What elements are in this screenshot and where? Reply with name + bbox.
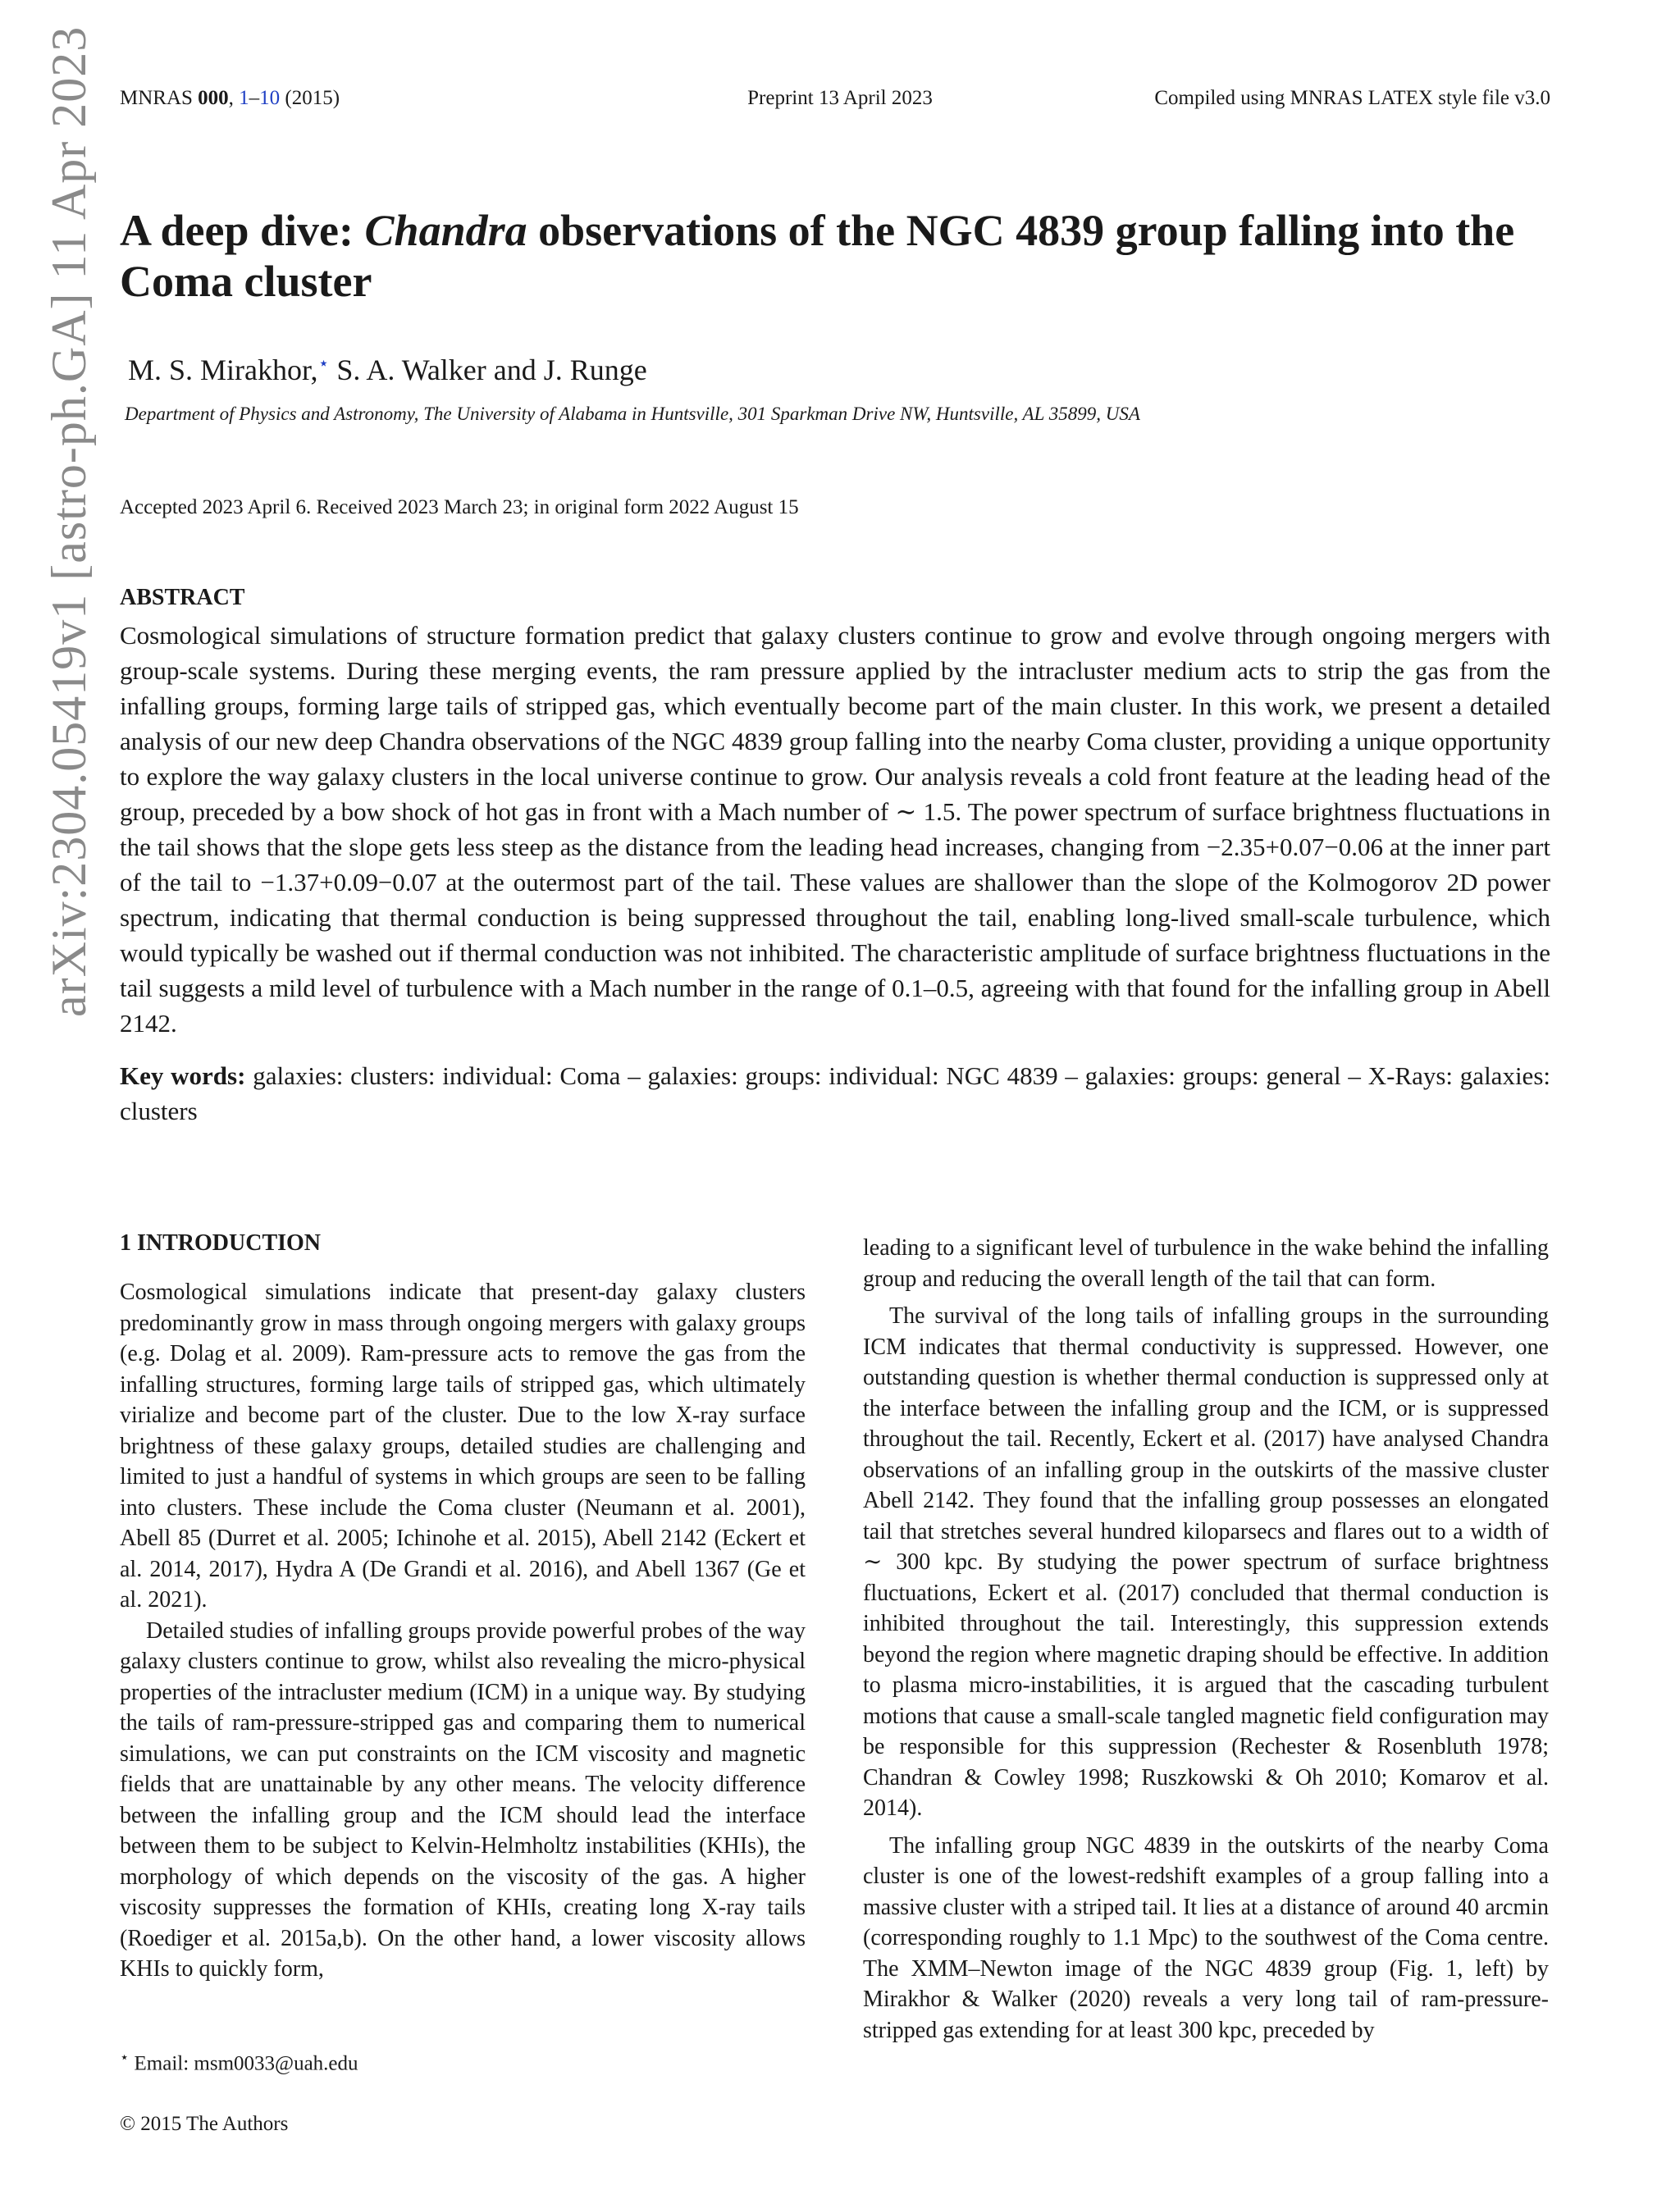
section-heading-introduction: 1 INTRODUCTION (120, 1230, 322, 1256)
running-header-preprint: Preprint 13 April 2023 (747, 87, 933, 109)
arxiv-stamp: arXiv:2304.05419v1 [astro-ph.GA] 11 Apr 2023 (42, 25, 96, 1017)
intro-paragraph-4: The infalling group NGC 4839 in the outskirts of the nearby Coma cluster is one of the lowest-redshift examples of a group falling into a massive cluster with a striped tail. It lies at a distance of around 40 arcmin (corresponding roughly to 1.1 Mpc) to the southwest of the Coma centre. The XMM–Newton image of the NGC 4839 group (Fig. 1, left) by Mirakhor & Walker (2020) reveals a very long tail of ram-pressure-stripped gas extending for at least 300 kpc, preceded by (863, 1832, 1549, 2043)
abstract-text: Cosmological simulations of structure formation predict that galaxy clusters continue to grow and evolve through ongoing mergers with group-scale systems. During these merging events, the ram pressure applied by the intracluster medium acts to strip the gas from the infalling groups, forming large tails of stripped gas, which eventually become part of the main cluster. In this work, we present a detailed analysis of our new deep Chandra observations of the NGC 4839 group falling into the nearby Coma cluster, providing a unique opportunity to explore the way galaxy clusters in the local universe continue to grow. Our analysis reveals a cold front feature at the leading head of the group, preceded by a bow shock of hot gas in front with a Mach number of ∼ 1.5. The power spectrum of surface brightness fluctuations in the tail shows that the slope gets less steep as the distance from the leading head increases, changing from −2.35+0.07−0.06 at the inner part of the tail to −1.37+0.09−0.07 at the outermost part of the tail. These values are shallower than the slope of the Kolmogorov 2D power spectrum, indicating that thermal conduction is being suppressed throughout the tail, enabling long-lived small-scale turbulence, which would typically be washed out if thermal conduction was not inhibited. The characteristic amplitude of surface brightness fluctuations in the tail suggests a mild level of turbulence with a Mach number in the range of 0.1–0.5, agreeing with that found for the infalling group in Abell 2142. (120, 621, 1550, 1038)
affiliation: Department of Physics and Astronomy, The University of Alabama in Huntsville, 301 Sparkman Drive NW, Huntsville, AL 35899, USA (125, 404, 1140, 424)
right-column (863, 1233, 1549, 2046)
keywords-label: Key words: (120, 1061, 246, 1090)
author-footnote-mark[interactable]: ⋆ (317, 353, 330, 373)
submission-dates: Accepted 2023 April 6. Received 2023 March 23; in original form 2022 August 15 (120, 496, 799, 518)
running-header-journal: MNRAS 000, 1–10 (2015) (120, 87, 340, 109)
footnote-mark: ⋆ (120, 2049, 130, 2065)
running-header-compiled: Compiled using MNRAS LATEX style file v3.0 (1154, 87, 1550, 109)
page-start-link[interactable]: 1 (239, 87, 249, 109)
intro-paragraph-1: Cosmological simulations indicate that present-day galaxy clusters predominantly grow in mass through ongoing mergers with galaxy groups (e.g. Dolag et al. 2009). Ram-pressure acts to remove the gas from the infalling structures, forming large tails of stripped gas, which ultimately virialize and become part of the cluster. Due to the low X-ray surface brightness of these galaxy groups, detailed studies are challenging and limited to just a handful of systems in which groups are seen to be falling into clusters. These include the Coma cluster (Neumann et al. 2001), Abell 85 (Durret et al. 2005; Ichinohe et al. 2015), Abell 2142 (Eckert et al. 2014, 2017), Hydra A (De Grandi et al. 2016), and Abell 1367 (Ge et al. 2021). (120, 1280, 806, 1613)
footnote (120, 2049, 358, 2075)
page-end-link[interactable]: 10 (259, 87, 281, 109)
author-list: M. S. Mirakhor,⋆ S. A. Walker and J. Runge (128, 353, 647, 386)
intro-paragraph-2: Detailed studies of infalling groups provide powerful probes of the way galaxy clusters continue to grow, whilst also revealing the micro-physical properties of the intracluster medium (ICM) in a unique way. By studying the tails of ram-pressure-stripped gas and comparing them to numerical simulations, we can put constraints on the ICM viscosity and magnetic fields that are unattainable by any other means. The velocity difference between the infalling group and the ICM should lead the interface between them to be subject to Kelvin-Helmholtz instabilities (KHIs), the morphology of which depends on the viscosity of the gas. A higher viscosity suppresses the formation of KHIs, creating long X-ray tails (Roediger et al. 2015a,b). On the other hand, a lower viscosity allows KHIs to quickly form, (120, 1617, 806, 1982)
keywords-text: galaxies: clusters: individual: Coma – galaxies: groups: individual: NGC 4839 – galaxies: groups: general – X-Rays: galaxies: clusters (120, 1061, 1550, 1125)
footnote-email: Email: msm0033@uah.edu (129, 2052, 358, 2075)
abstract-heading: ABSTRACT (120, 585, 245, 610)
left-column (120, 1277, 806, 1985)
paper-title: A deep dive: Chandra observations of the NGC 4839 group falling into the Coma cluster (120, 206, 1515, 306)
keywords (120, 1058, 1550, 1129)
intro-paragraph-3: The survival of the long tails of infalling groups in the surrounding ICM indicates that thermal conductivity is suppressed. However, one outstanding question is whether thermal conduction is suppressed only at the interface between the infalling group and the ICM, or is suppressed throughout the tail. Recently, Eckert et al. (2017) have analysed Chandra observations of an infalling group in the outskirts of the massive cluster Abell 2142. They found that the infalling group possesses an elongated tail that stretches several hundred kiloparsecs and flares out to a width of ∼ 300 kpc. By studying the power spectrum of surface brightness fluctuations, Eckert et al. (2017) concluded that thermal conduction is inhibited throughout the tail. Interestingly, this suppression extends beyond the region where magnetic draping should be effective. In addition to plasma micro-instabilities, it is argued that the cascading turbulent motions that cause a small-scale tangled magnetic field configuration may be responsible for this suppression (Rechester & Rosenbluth 1978; Chandran & Cowley 1998; Ruszkowski & Oh 2010; Komarov et al. 2014). (863, 1303, 1549, 1821)
copyright: © 2015 The Authors (120, 2113, 289, 2135)
intro-paragraph-2-continued: leading to a significant level of turbulence in the wake behind the infalling group and reducing the overall length of the tail that can form. (863, 1235, 1549, 1292)
